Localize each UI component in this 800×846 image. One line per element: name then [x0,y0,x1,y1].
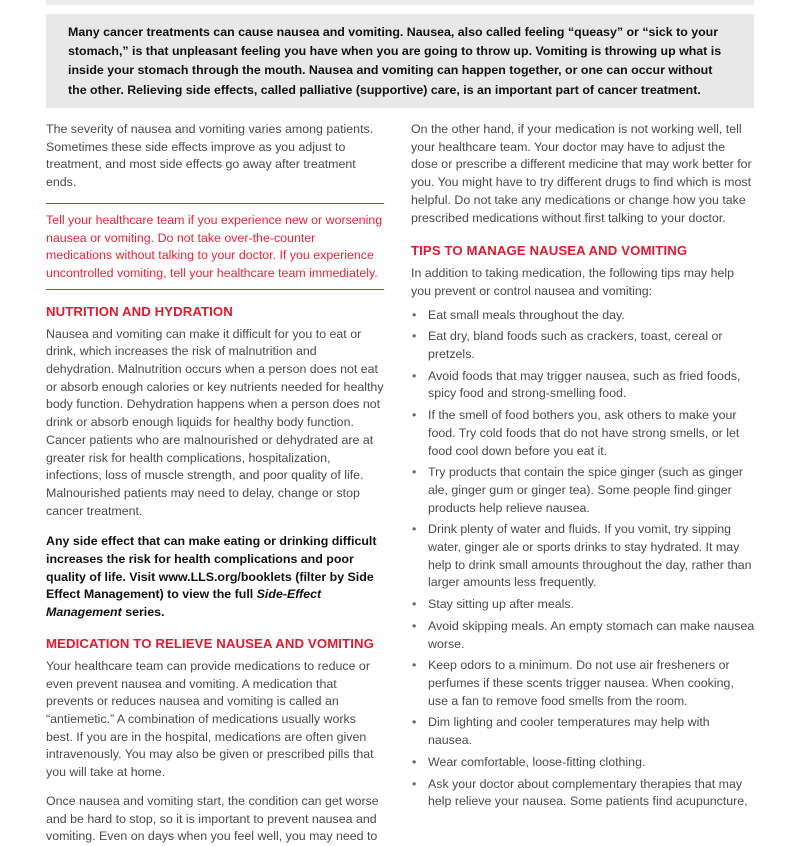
intro-text: Many cancer treatments can cause nausea and vomiting. Nausea, also called feeling “queasy” or “sick to your stomach,” is that unpleasant feeling you have when you are going to throw up. Vomiting is throwing up what is inside your stomach through the mouth. Nausea and vomiting can happen together, or one can occur without the other. Relieving side effects, called palliative (supportive) care, is an important part of cancer treatment. [68,25,722,97]
bullet-icon: • [412,465,417,480]
list-item: • If the smell of food bothers you, ask others to make your food. Try cold foods that do not have strong smells, or let food cool down before you eat it. [412,408,740,458]
bullet-icon: • [412,776,417,791]
list-item: • Eat small meals throughout the day. [411,307,755,325]
nutrition-heading: NUTRITION AND HYDRATION [46,303,233,319]
list-item: • Keep odors to a minimum. Do not use air fresheners or perfumes if these scents trigger nausea. When cooking, use a fan to remove food smells from the room. [412,658,734,708]
medication-paragraph: Your healthcare team can provide medications to reduce or even prevent nausea and vomiting. A medication that prevents or reduces nausea and vomiting is called an “antiemetic.” A combination of medications usually works best. If you are in the hospital, medications are often given intravenously. You may also be given or prescribed pills that you will take at home. [46,658,374,780]
top-banner-strip [46,0,754,5]
bullet-icon: • [412,408,417,423]
list-item: • Avoid foods that may trigger nausea, such as fried foods, spicy food and strong-smelling food. [412,368,741,401]
bullet-icon: • [412,618,417,633]
alert-bottom-rule [46,289,384,290]
once-paragraph: Once nausea and vomiting start, the condition can get worse and be hard to stop, so it is important to prevent nausea and vomiting. Even on days when you feel well, you may need to [46,793,379,844]
list-item: • Dim lighting and cooler temperatures may help with nausea. [412,715,710,748]
tips-heading: TIPS TO MANAGE NAUSEA AND VOMITING [411,243,688,259]
left-column [46,121,384,846]
side-effect-note [46,533,384,622]
nutrition-paragraph: Nausea and vomiting can make it difficult for you to eat or drink, which increases the risk of malnutrition and dehydration. Malnutrition occurs when a person does not eat or absorb enough calories or key nutrients needed for healthy body function. Dehydration happens when a person does not drink or absorb enough liquids for healthy body function. Cancer patients who are malnourished or dehydrated are at greater risk for health complications, hospitalization, infections, loss of muscle strength, and poor quality of life. Malnourished patients may need to delay, change or stop cancer treatment. [46,326,384,518]
bullet-icon: • [412,368,417,383]
tips-intro: In addition to taking medication, the following tips may help you prevent or control nausea and vomiting: [411,266,735,298]
bullet-icon: • [412,307,417,322]
tips-list [411,307,755,811]
medication-heading: MEDICATION TO RELIEVE NAUSEA AND VOMITING [46,635,374,651]
side-effect-note-end: series. [121,605,165,620]
bullet-icon: • [412,522,417,537]
bullet-icon: • [412,754,417,769]
list-item: • Try products that contain the spice ginger (such as ginger ale, ginger gum or ginger tea). Some people find ginger products help relieve nausea. [412,465,743,515]
bullet-icon: • [412,658,417,673]
list-item: • Drink plenty of water and fluids. If you vomit, try sipping water, ginger ale or sports drinks to stay hydrated. It may help to drink small amounts throughout the day, rather than larger amounts less frequently. [412,522,752,590]
list-item: • Avoid skipping meals. An empty stomach can make nausea worse. [412,618,755,651]
bullet-icon: • [412,329,417,344]
side-effect-series-title: Side-Effect Management [46,587,322,620]
severity-paragraph: The severity of nausea and vomiting varies among patients. Sometimes these side effects improve as you adjust to treatment, and most side effects go away after treatment ends. [46,122,374,190]
bullet-icon: • [412,597,417,612]
list-item: • Stay sitting up after meals. [411,596,755,614]
intro-callout [46,14,754,108]
right-column [411,121,755,811]
alert-text: Tell your healthcare team if you experience new or worsening nausea or vomiting. Do not take over-the-counter medications without talking to your doctor. If you experience uncontrolled vomiting, tell your healthcare team immediately. [46,212,383,280]
list-item: • Wear comfortable, loose-fitting clothing. [411,754,755,772]
alert-box [46,203,384,290]
side-effect-note-main: Any side effect that can make eating or drinking difficult increases the risk for health complications and poor quality of life. Visit www.LLS.org/booklets (filter by Side Effect Management) to view the full [46,534,377,602]
list-item: • Eat dry, bland foods such as crackers, toast, cereal or pretzels. [412,329,723,362]
bullet-icon: • [412,715,417,730]
list-item: • Ask your doctor about complementary therapies that may help relieve your nausea. Some patients find acupuncture, [412,776,748,809]
other-hand-paragraph: On the other hand, if your medication is not working well, tell your healthcare team. Your doctor may have to adjust the dose or prescribe a different medicine that may work better for you. You might have to try different drugs to find which is most helpful. Do not take any medications or change how you take prescribed medications without first talking to your doctor. [411,122,752,225]
